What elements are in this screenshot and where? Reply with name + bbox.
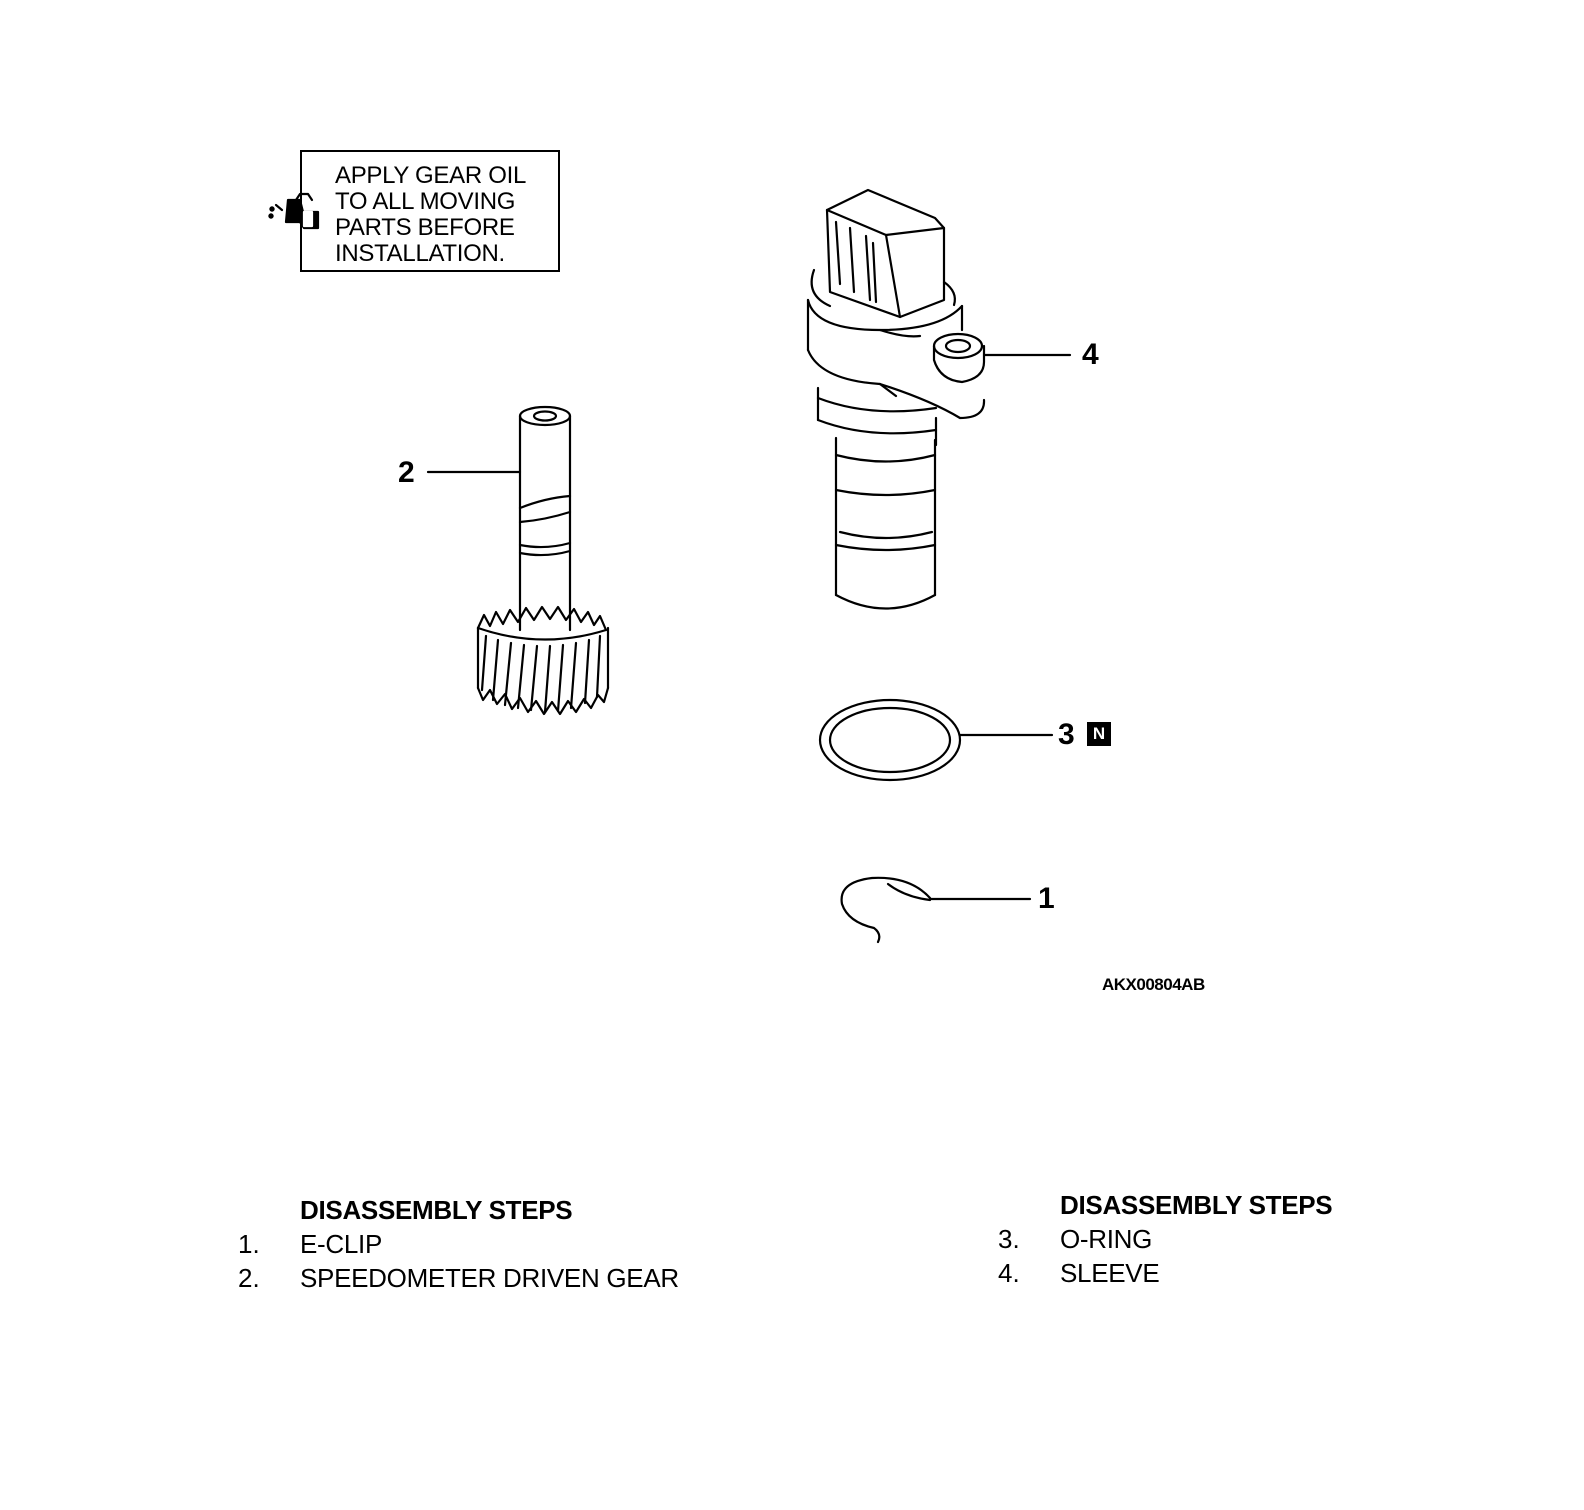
callout-4: 4 <box>1082 338 1099 371</box>
note-line-2: TO ALL MOVING <box>335 188 516 215</box>
figure-id: AKX00804AB <box>1102 975 1205 994</box>
callout-2: 2 <box>398 456 415 489</box>
o-ring-drawing <box>820 700 960 780</box>
step-number: 3. <box>998 1224 1020 1254</box>
steps-right-heading: DISASSEMBLY STEPS <box>1060 1190 1333 1220</box>
step-number: 2. <box>238 1263 260 1293</box>
step-label: O-RING <box>1060 1224 1153 1254</box>
e-clip-drawing <box>842 878 930 942</box>
sleeve-drawing <box>808 190 984 609</box>
note-line-4: INSTALLATION. <box>335 240 505 267</box>
new-part-badge: N <box>1087 722 1111 746</box>
step-label: E-CLIP <box>300 1229 383 1259</box>
note-line-1: APPLY GEAR OIL <box>335 162 526 189</box>
step-number: 4. <box>998 1258 1020 1288</box>
note-line-3: PARTS BEFORE <box>335 214 515 241</box>
speedometer-driven-gear-drawing <box>478 407 608 714</box>
step-label: SLEEVE <box>1060 1258 1160 1288</box>
step-number: 1. <box>238 1229 260 1259</box>
steps-left-heading: DISASSEMBLY STEPS <box>300 1195 573 1225</box>
callout-3: 3 <box>1058 718 1075 751</box>
step-label: SPEEDOMETER DRIVEN GEAR <box>300 1263 679 1293</box>
callout-1: 1 <box>1038 882 1055 915</box>
